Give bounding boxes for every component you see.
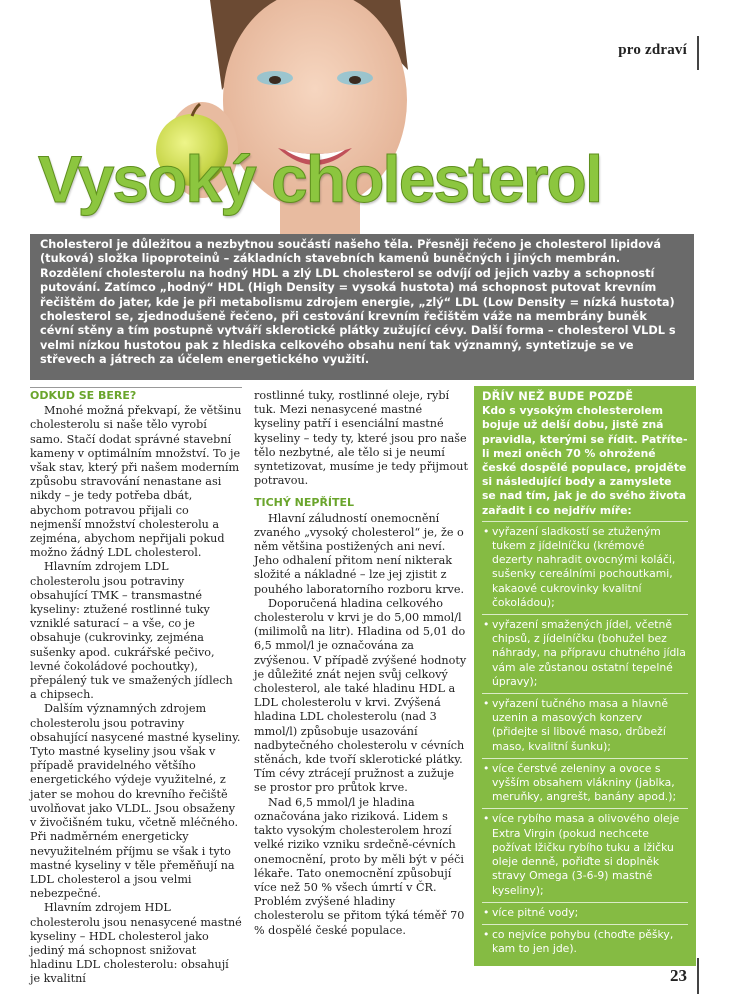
list-item: • vyřazení smažených jídel, včetně chipsů, z jídelníčku (bohužel bez náhrady, na přípravu chutného jídla vám ale zůstanou ostatní tepelné úpravy);	[482, 614, 688, 693]
list-item: • vyřazení tučného masa a hlavně uzenin a masových konzerv (přidejte si libové maso, drůbeží maso, kvalitní šunku);	[482, 693, 688, 758]
paragraph: Hlavním zdrojem HDL cholesterolu jsou nenasycené mastné kyseliny – HDL cholesterol jako jediný má schopnost snižovat hladinu LDL cholesterolu: obsahují je kvalitní	[30, 901, 242, 986]
column-2	[254, 389, 468, 938]
list-item: • více pitné vody;	[482, 902, 688, 924]
footer-divider	[697, 958, 699, 994]
intro-paragraph: Cholesterol je důležitou a nezbytnou součástí našeho těla. Přesněji řečeno je cholesterol lipidová (tuková) složka lipoproteinů – základních stavebních kamenů buněčných i jiných membrán. Rozdělení cholesterolu na hodný HDL a zlý LDL cholesterol se odvíjí od jejich vazby a schopností putování. Zatímco „hodný“ HDL (High Density = vysoká hustota) má schopnost putovat krevním řečištěm do jater, kde je při metabolismu zdrojem energie, „zlý“ LDL (Low Density = nízká hustota) cholesterol se, zjednodušeně řečeno, při cestování krevním řečištěm váže na membrány buněk cévní stěny a tím postupně vytváří sklerotické plátky zužující cévy. Další forma – cholesterol VLDL s velmi nízkou hustotou pak z hlediska celkového obsahu není tak významný, syntetizuje se ve střevech a játrech za účelem energetického využití.	[30, 234, 694, 380]
page-number: 23	[670, 966, 687, 985]
list-item: • co nejvíce pohybu (choďte pěšky, kam to jen jde).	[482, 924, 688, 960]
list-item: • vyřazení sladkostí se ztuženým tukem z jídelníčku (krémové dezerty nahradit ovocnými koláči, sušenky cereálními pochoutkami, kakaové cukrovinky kvalitní čokoládou);	[482, 521, 688, 614]
column-divider	[30, 387, 242, 388]
list-item: • více rybího masa a olivového oleje Extra Virgin (pokud nechcete požívat lžičku rybího tuku a lžičku oleje denně, pořiďte si doplněk stravy Omega (3-6-9) mastné kyseliny);	[482, 808, 688, 901]
paragraph: Mnohé možná překvapí, že většinu cholesterolu si naše tělo vyrobí samo. Stačí dodat správné stavební kameny v optimálním množství. To je však stav, který při našem moderním způsobu stravování nenastane asi nikdy – je tedy potřeba dbát, abychom potravou přijali co nejmenší množství cholesterolu a zejména, abychom nepřijali pokud možno žádný LDL cholesterol.	[30, 404, 242, 560]
heading-tichy-nepritel: TICHÝ NEPŘÍTEL	[254, 496, 355, 510]
article-title: Vysoký cholesterol	[38, 142, 602, 216]
list-item: • více čerstvé zeleniny a ovoce s vyšším obsahem vlákniny (jablka, meruňky, angrešt, banány apod.);	[482, 758, 688, 809]
paragraph: rostlinné tuky, rostlinné oleje, rybí tuk. Mezi nenasycené mastné kyseliny patří i esenciální mastné kyseliny – tedy ty, které jsou pro naše tělo nezbytné, ale tělo si je neumí syntetizovat, musíme je tedy přijmout potravou.	[254, 389, 469, 488]
paragraph: Dalším významných zdrojem cholesterolu jsou potraviny obsahující nasycené mastné kyseliny. Tyto mastné kyseliny jsou však v případě pravidelného většího energetického výdeje využitelné, z jater se mohou do krevního řečiště uvolňovat jako VLDL. Jsou obsaženy v živočišném tuku, včetně mléčného. Při nadměrném energeticky nevyužitelném příjmu se však i tyto mastné kyseliny v těle přeměňují na LDL cholesterol a jsou velmi nebezpečné.	[30, 702, 241, 901]
column-1	[30, 389, 242, 987]
section-label: pro zdraví	[618, 42, 687, 58]
tips-sidebar	[474, 386, 696, 966]
paragraph: Doporučená hladina celkového cholesterolu v krvi je do 5,00 mmol/l (milimolů na litr). Hladina od 5,01 do 6,5 mmol/l je označována za zvýšenou. V případě zvýšené hodnoty je důležité znát nejen svůj celkový cholesterol, ale také hladinu HDL a LDL cholesterolu v krvi. Zvýšená hladina LDL cholesterolu (nad 3 mmol/l) způsobuje usazování nadbytečného cholesterolu v cévních stěnách, kde tvoří sklerotické plátky. Tím cévy ztrácejí pružnost a zužuje se prostor pro průtok krve.	[254, 596, 467, 795]
heading-odkud-se-bere: ODKUD SE BERE?	[30, 389, 137, 402]
sidebar-title: DŘÍV NEŽ BUDE POZDĚ	[482, 389, 634, 403]
header-divider	[697, 36, 699, 70]
paragraph: Hlavní záludností onemocnění zvaného „vysoký cholesterol“ je, že o něm většina postižených ani neví. Jeho odhalení přitom není nikterak složité a nákladné – lze jej zjistit z pouhého laboratorního rozboru krve.	[254, 511, 465, 596]
tips-list	[482, 521, 688, 960]
paragraph: Nad 6,5 mmol/l je hladina označována jako riziková. Lidem s takto vysokým cholesterolem hrozí velké riziko vzniku srdečně-cévních onemocnění, proto by měli být v péči lékaře. Tato onemocnění způsobují více než 50 % všech úmrtí v ČR. Problém zvýšené hladiny cholesterolu se přitom týká téměř 70 % dospělé české populace.	[254, 795, 465, 937]
paragraph: Hlavním zdrojem LDL cholesterolu jsou potraviny obsahující TMK – transmastné kyseliny: ztužené rostlinné tuky vzniklé saturací – a vše, co je obsahuje (cukrovinky, zejména sušenky apod. cukrářské pečivo, levné čokoládové pochoutky), přepálený tuk ve smažených jídlech a chipsech.	[30, 560, 233, 702]
sidebar-intro: Kdo s vysokým cholesterolem bojuje už delší dobu, jistě zná pravidla, kterými se řídit. Patříte-li mezi oněch 70 % ohrožené české dospělé populace, projděte si následující body a zamyslete se nad tím, jak je do svého života zařadit i co nejdřív míře:	[482, 404, 688, 517]
